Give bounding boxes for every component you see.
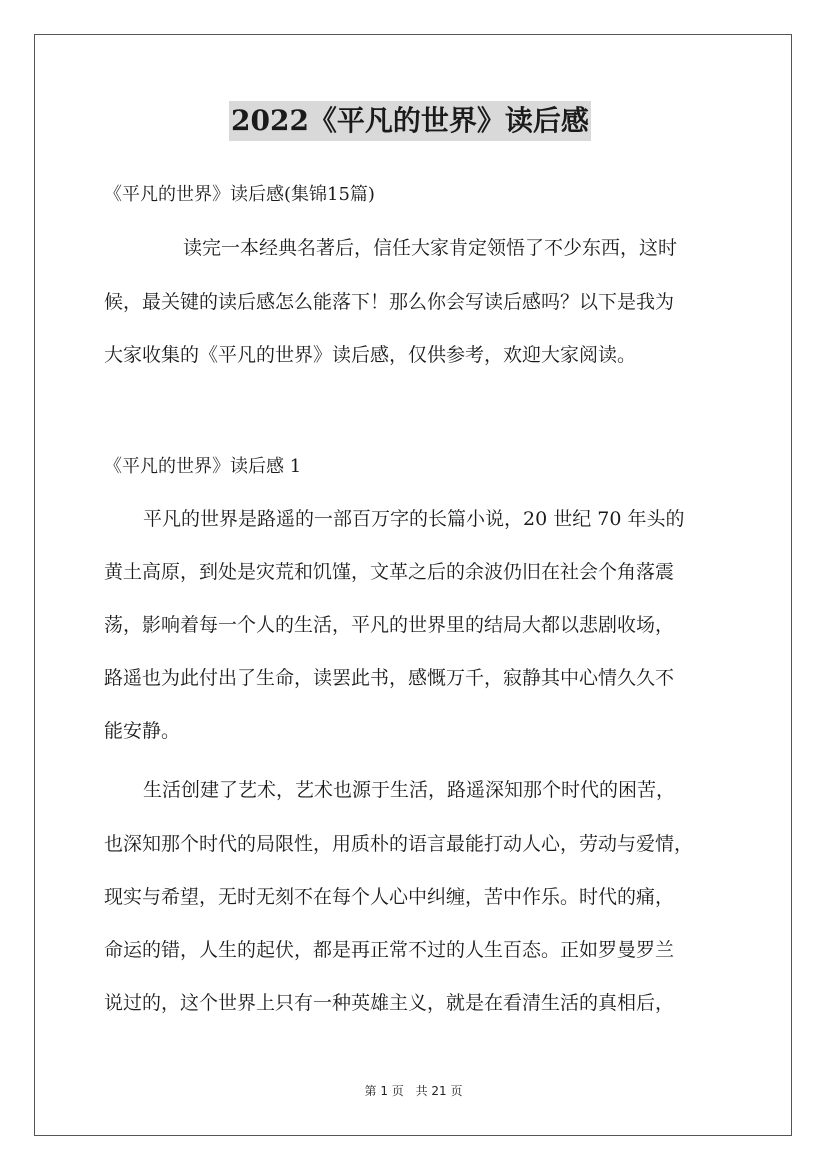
intro-line: 读完一本经典名著后，信任大家肯定领悟了不少东西，这时 xyxy=(183,237,678,259)
paragraph-line: 荡，影响着每一个人的生活，平凡的世界里的结局大都以悲剧收场， xyxy=(104,614,675,636)
document-subtitle: 《平凡的世界》读后感(集锦15篇) xyxy=(104,184,375,205)
intro-line: 候，最关键的读后感怎么能落下！那么你会写读后感吗？以下是我为 xyxy=(104,291,675,313)
paragraph-line: 命运的错，人生的起伏，都是再正常不过的人生百态。正如罗曼罗兰 xyxy=(104,939,675,961)
page-footer xyxy=(0,1082,827,1100)
paragraph-line: 黄土高原，到处是灾荒和饥馑，文革之后的余波仍旧在社会个角落震 xyxy=(104,561,675,583)
document-title: 2022《平凡的世界》读后感 xyxy=(229,101,591,141)
page-total: 共 21 页 xyxy=(415,1084,463,1098)
paragraph-line: 能安静。 xyxy=(104,720,181,742)
paragraph-line: 说过的，这个世界上只有一种英雄主义，就是在看清生活的真相后， xyxy=(104,992,675,1014)
page-number: 第 1 页 xyxy=(364,1084,404,1098)
intro-line: 大家收集的《平凡的世界》读后感，仅供参考，欢迎大家阅读。 xyxy=(104,344,637,366)
paragraph-line: 路遥也为此付出了生命，读罢此书，感慨万千，寂静其中心情久久不 xyxy=(104,667,675,689)
section-heading: 《平凡的世界》读后感 1 xyxy=(104,456,302,477)
paragraph-line: 生活创建了艺术，艺术也源于生活，路遥深知那个时代的困苦， xyxy=(143,779,676,801)
paragraph-line: 也深知那个时代的局限性，用质朴的语言最能打动人心，劳动与爱情， xyxy=(104,833,694,855)
paragraph-line: 平凡的世界是路遥的一部百万字的长篇小说，20 世纪 70 年头的 xyxy=(143,508,685,530)
paragraph-line: 现实与希望，无时无刻不在每个人心中纠缠，苦中作乐。时代的痛， xyxy=(104,886,675,908)
